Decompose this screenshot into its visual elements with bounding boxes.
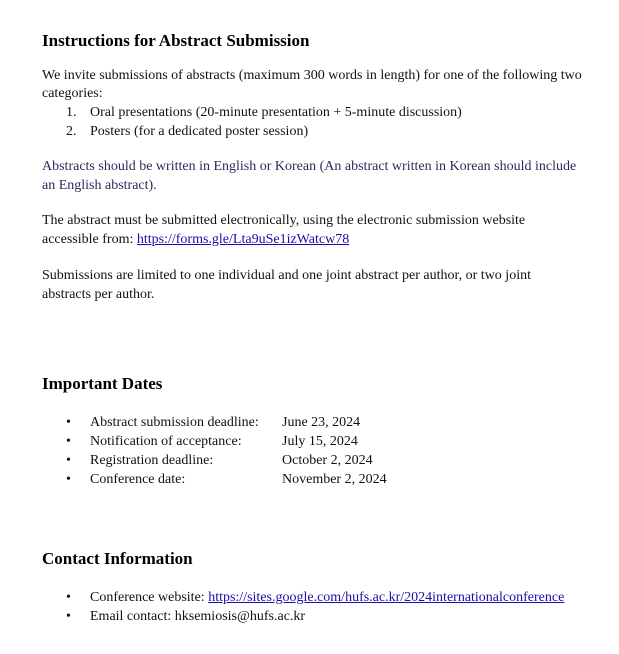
language-text-line2: an English abstract). [42, 178, 157, 193]
intro-text-line2: categories: [42, 86, 103, 101]
date-value-registration: October 2, 2024 [282, 453, 373, 468]
conference-website-link[interactable]: https://sites.google.com/hufs.ac.kr/2024internationalconference [208, 590, 565, 605]
electronic-text-line1: The abstract must be submitted electronically, using the electronic submission website [42, 213, 526, 228]
electronic-prefix: accessible from: [42, 232, 137, 247]
email-label: Email contact: [90, 609, 175, 624]
email-address: hksemiosis@hufs.ac.kr [174, 609, 306, 624]
category-number: 1. [66, 105, 77, 120]
bullet-icon: • [66, 453, 71, 468]
submission-form-link[interactable]: https://forms.gle/Lta9uSe1izWatcw78 [136, 232, 350, 247]
bullet-icon: • [66, 434, 71, 449]
contact-heading [42, 549, 193, 569]
date-label-submission: Abstract submission deadline: [90, 415, 259, 430]
category-item-posters: Posters (for a dedicated poster session) [90, 124, 309, 139]
website-label: Conference website: [90, 590, 209, 605]
date-value-notification: July 15, 2024 [282, 434, 358, 449]
limits-text-line1: Submissions are limited to one individual and one joint abstract per author, or two joint [42, 268, 531, 283]
instructions-title: Instructions for Abstract Submission [42, 31, 310, 50]
dates-title: Important Dates [42, 374, 163, 393]
instructions-heading [42, 31, 309, 51]
limits-text-line2: abstracts per author. [42, 287, 155, 302]
bullet-icon: • [66, 415, 71, 430]
electronic-text-line2 [42, 230, 349, 249]
contact-website-line [90, 588, 564, 607]
contact-title: Contact Information [42, 549, 193, 568]
intro-text-line1: We invite submissions of abstracts (maximum 300 words in length) for one of the following two [42, 68, 582, 83]
dates-heading [42, 374, 162, 394]
bullet-icon: • [66, 472, 71, 487]
bullet-icon: • [66, 590, 71, 605]
date-value-submission: June 23, 2024 [282, 415, 361, 430]
contact-email-line [90, 607, 305, 626]
category-item-oral: Oral presentations (20-minute presentation + 5-minute discussion) [90, 105, 462, 120]
bullet-icon: • [66, 609, 71, 624]
date-value-conference: November 2, 2024 [282, 472, 387, 487]
date-label-registration: Registration deadline: [90, 453, 214, 468]
date-label-notification: Notification of acceptance: [90, 434, 242, 449]
language-text-line1: Abstracts should be written in English or Korean (An abstract written in Korean should include [42, 159, 577, 174]
category-number: 2. [66, 124, 77, 139]
date-label-conference: Conference date: [90, 472, 186, 487]
